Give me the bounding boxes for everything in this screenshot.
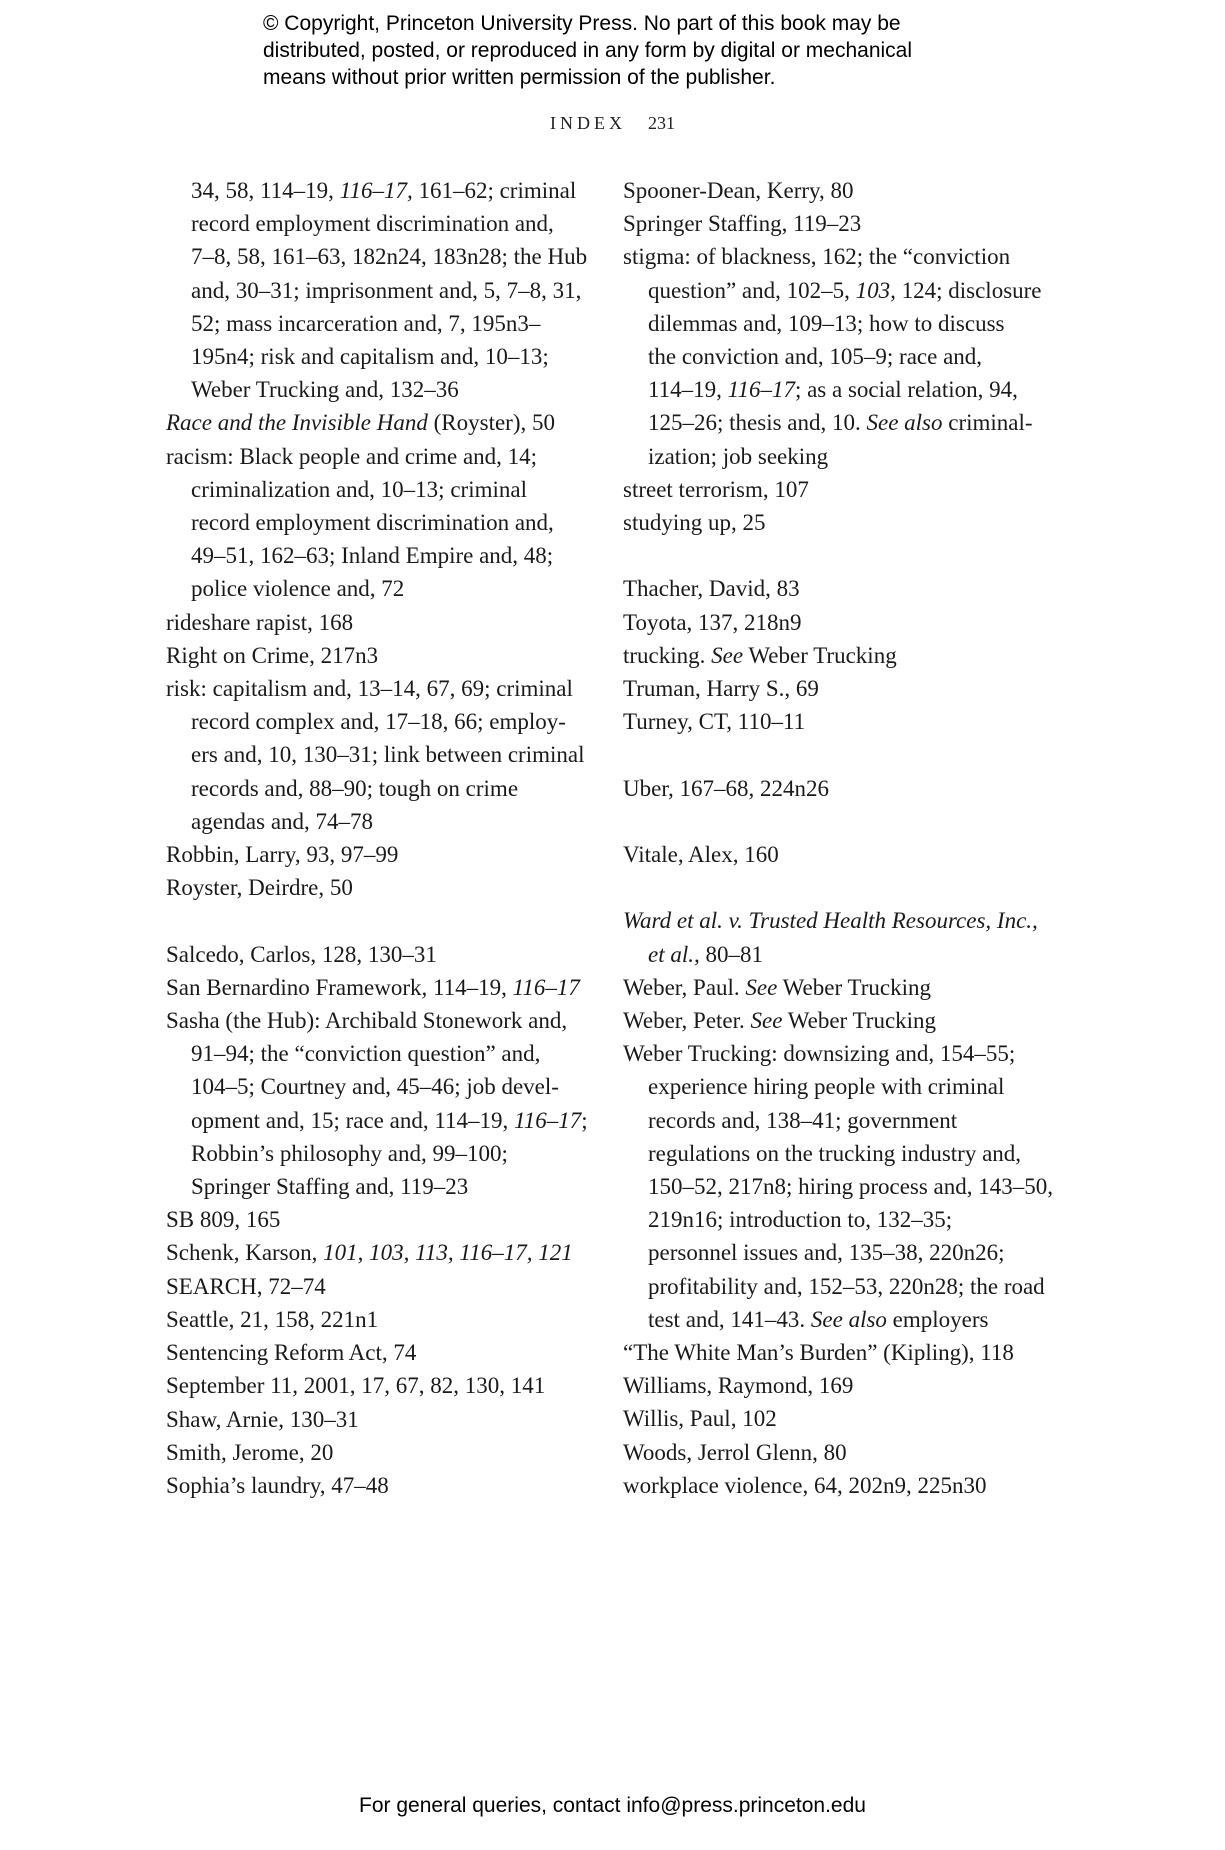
index-entry-continuation: regulations on the trucking industry and, <box>648 1140 1022 1166</box>
index-entry: Spooner-Dean, Kerry, 80 <box>623 178 854 203</box>
index-entry-continuation: criminalization and, 10–13; criminal <box>191 476 527 502</box>
index-entry: “The White Man’s Burden” (Kipling), 118 <box>623 1340 1014 1366</box>
section-gap <box>623 871 1043 904</box>
index-entry: Thacher, David, 83 <box>623 576 800 602</box>
index-entry: Sentencing Reform Act, 74 <box>166 1340 417 1366</box>
index-entry: Sophia’s laundry, 47–48 <box>166 1472 389 1498</box>
copyright-line: means without prior written permission of the publisher. <box>263 66 776 89</box>
index-entry-continuation: 34, 58, 114–19, 116–17, 161–62; criminal <box>191 178 577 203</box>
index-entry: studying up, 25 <box>623 510 766 536</box>
index-entry: Shaw, Arnie, 130–31 <box>166 1406 359 1432</box>
index-entry-continuation: 150–52, 217n8; hiring process and, 143–50, <box>648 1174 1054 1200</box>
section-gap <box>166 904 606 937</box>
index-entry-continuation: 91–94; the “conviction question” and, <box>191 1041 541 1067</box>
index-entry-continuation: personnel issues and, 135–38, 220n26; <box>648 1240 1005 1266</box>
index-entry: Truman, Harry S., 69 <box>623 676 819 702</box>
index-entry: Woods, Jerrol Glenn, 80 <box>623 1439 847 1465</box>
copyright-line: distributed, posted, or reproduced in any form by digital or mechanical <box>263 39 913 62</box>
index-entry-continuation: the conviction and, 105–9; race and, <box>648 344 983 370</box>
index-entry: Right on Crime, 217n3 <box>166 642 379 668</box>
index-entry-continuation: ers and, 10, 130–31; link between criminal <box>191 742 585 768</box>
index-entry-continuation: 114–19, 116–17; as a social relation, 94, <box>648 377 1018 403</box>
index-entry: September 11, 2001, 17, 67, 82, 130, 141 <box>166 1373 546 1399</box>
index-entry: trucking. See Weber Trucking <box>623 642 897 668</box>
running-head <box>0 113 1225 134</box>
index-entry: risk: capitalism and, 13–14, 67, 69; criminal <box>166 676 573 702</box>
index-entry: rideshare rapist, 168 <box>166 609 354 635</box>
index-entry: stigma: of blackness, 162; the “conviction <box>623 244 1011 270</box>
copyright-notice <box>263 10 1023 91</box>
index-entry-continuation: Robbin’s philosophy and, 99–100; <box>191 1140 508 1166</box>
index-entry-continuation: police violence and, 72 <box>191 576 405 602</box>
index-entry: Ward et al. v. Trusted Health Resources, Inc., <box>623 908 1038 934</box>
index-entry: San Bernardino Framework, 114–19, 116–17 <box>166 974 580 1000</box>
index-entry-continuation: record employment discrimination and, <box>191 211 554 237</box>
index-entry-continuation: 125–26; thesis and, 10. See also criminal- <box>648 410 1033 436</box>
section-gap <box>623 539 1043 572</box>
index-entry: Toyota, 137, 218n9 <box>623 609 802 635</box>
index-entry: Royster, Deirdre, 50 <box>166 875 353 901</box>
index-entry: SB 809, 165 <box>166 1207 281 1233</box>
index-entry-continuation: Springer Staffing and, 119–23 <box>191 1174 469 1200</box>
index-entry-continuation: 7–8, 58, 161–63, 182n24, 183n28; the Hub <box>191 244 588 270</box>
index-entry: Weber, Peter. See Weber Trucking <box>623 1008 937 1034</box>
index-entry: Vitale, Alex, 160 <box>623 842 779 868</box>
index-entry: Robbin, Larry, 93, 97–99 <box>166 842 399 868</box>
index-entry: SEARCH, 72–74 <box>166 1273 326 1299</box>
index-entry-continuation: test and, 141–43. See also employers <box>648 1306 989 1332</box>
index-entry: Williams, Raymond, 169 <box>623 1373 854 1399</box>
index-column-right <box>623 174 1054 1502</box>
index-entry: workplace violence, 64, 202n9, 225n30 <box>623 1472 987 1498</box>
index-entry-continuation: agendas and, 74–78 <box>191 808 374 834</box>
index-entry-continuation: 104–5; Courtney and, 45–46; job devel- <box>191 1074 559 1100</box>
index-entry: Salcedo, Carlos, 128, 130–31 <box>166 941 437 967</box>
index-entry-continuation: ization; job seeking <box>648 443 829 469</box>
index-entry-continuation: and, 30–31; imprisonment and, 5, 7–8, 31, <box>191 277 582 303</box>
index-entry: street terrorism, 107 <box>623 476 809 502</box>
index-entry-continuation: Weber Trucking and, 132–36 <box>191 377 459 403</box>
section-gap <box>623 805 1043 838</box>
index-entry: Springer Staffing, 119–23 <box>623 211 862 237</box>
index-entry-continuation: record employment discrimination and, <box>191 510 554 536</box>
index-entry-continuation: 219n16; introduction to, 132–35; <box>648 1207 953 1233</box>
index-entry-continuation: 52; mass incarceration and, 7, 195n3– <box>191 310 541 336</box>
index-entry: Seattle, 21, 158, 221n1 <box>166 1306 379 1332</box>
page-number: 231 <box>648 113 675 133</box>
index-entry-continuation: opment and, 15; race and, 114–19, 116–17; <box>191 1107 588 1133</box>
index-entry-continuation: 195n4; risk and capitalism and, 10–13; <box>191 344 549 370</box>
index-entry: Smith, Jerome, 20 <box>166 1439 334 1465</box>
index-entry: Willis, Paul, 102 <box>623 1406 777 1432</box>
index-entry-continuation: record complex and, 17–18, 66; employ- <box>191 709 566 735</box>
index-entry: Uber, 167–68, 224n26 <box>623 775 830 801</box>
section-gap <box>623 738 1043 771</box>
index-entry-continuation: dilemmas and, 109–13; how to discuss <box>648 310 1005 336</box>
running-head-label: INDEX <box>550 113 626 133</box>
footer-contact: For general queries, contact info@press.princeton.edu <box>359 1794 866 1817</box>
index-entry-continuation: profitability and, 152–53, 220n28; the road <box>648 1273 1045 1299</box>
copyright-line: © Copyright, Princeton University Press. No part of this book may be <box>263 12 901 35</box>
index-entry-continuation: question” and, 102–5, 103, 124; disclosure <box>648 277 1042 303</box>
index-entry-continuation: records and, 138–41; government <box>648 1107 958 1133</box>
index-entry: Turney, CT, 110–11 <box>623 709 806 735</box>
index-entry: Sasha (the Hub): Archibald Stonework and, <box>166 1008 568 1034</box>
index-entry: Race and the Invisible Hand (Royster), 50 <box>166 410 555 436</box>
index-entry: racism: Black people and crime and, 14; <box>166 443 538 469</box>
index-entry-continuation: records and, 88–90; tough on crime <box>191 775 519 801</box>
index-entry: Weber Trucking: downsizing and, 154–55; <box>623 1041 1016 1067</box>
index-entry: Weber, Paul. See Weber Trucking <box>623 974 931 1000</box>
index-entry-continuation: 49–51, 162–63; Inland Empire and, 48; <box>191 543 554 569</box>
index-column-left <box>166 174 606 1502</box>
index-entry: Schenk, Karson, 101, 103, 113, 116–17, 121 <box>166 1240 573 1266</box>
index-entry-continuation: experience hiring people with criminal <box>648 1074 1005 1100</box>
index-entry-continuation: et al., 80–81 <box>648 941 763 967</box>
